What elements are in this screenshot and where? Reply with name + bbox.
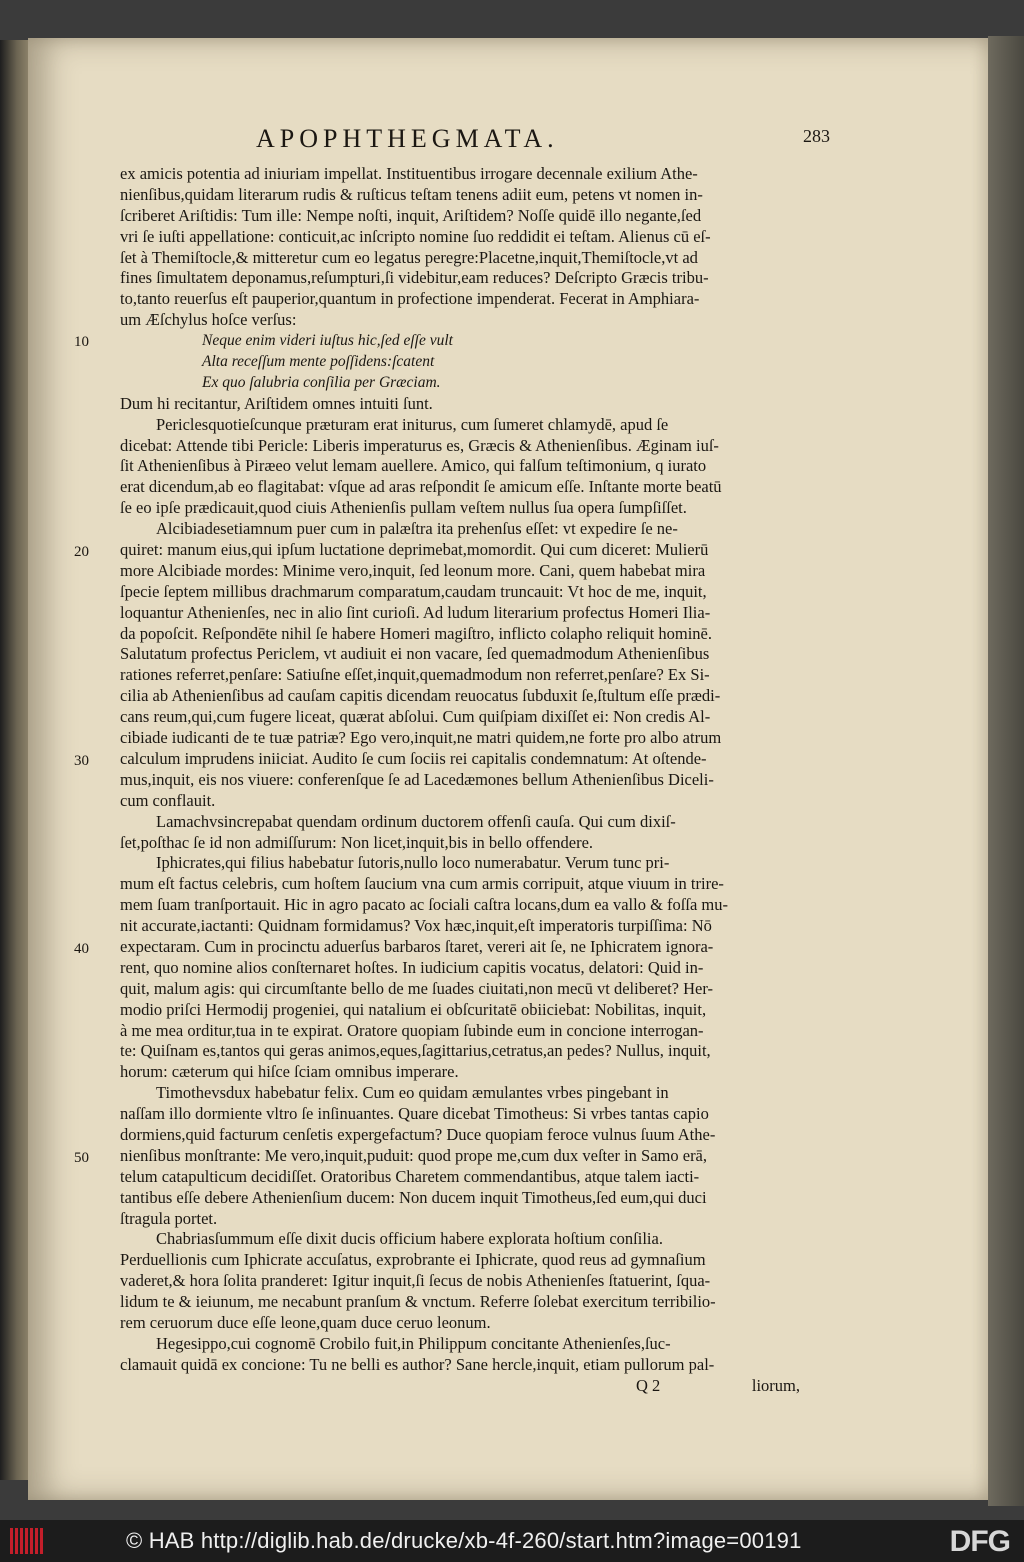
page-stack-edge: [988, 36, 1024, 1506]
text-line: Perduellionis cum Iphicrate accuſatus, exprobrante ei Iphicrate, quod reus ad gymnaſium: [120, 1250, 706, 1270]
margin-line-number: 40: [74, 941, 89, 957]
text-line: Salutatum profectus Periclem, vt audiuit ei non vacare, ſed quemadmodum Athenienſibus: [120, 644, 710, 664]
text-line: lidum te & ieiunum, me necabunt pranſum & vnctum. Referre ſolebat exercitum terribilio-: [120, 1292, 716, 1312]
copyright-url[interactable]: © HAB http://diglib.hab.de/drucke/xb-4f-260/start.htm?image=00191: [126, 1528, 802, 1553]
text-line: telum catapulticum decidiſſet. Oratoribus Charetem commendantibus, atque talem iacti-: [120, 1166, 700, 1186]
text-line: to,tanto reuerſus eſt pauperior,quantum in profectione impenderat. Fecerat in Amphiara-: [120, 289, 700, 309]
text-line: modio priſci Hermodij progeniei, qui natalium ei obſcuritatē obiiciebat: Nobilitas, inquit,: [120, 999, 707, 1019]
text-line: ſpecie ſeptem millibus drachmarum comparatum,caudam truncauit: Vt hoc de me, inquit,: [120, 581, 707, 601]
text-line: Chabriasſummum eſſe dixit ducis officium habere explorata hoſtium conſilia.: [156, 1229, 663, 1249]
text-block: [120, 124, 830, 1398]
text-line: ex amicis potentia ad iniuriam impellat. Instituentibus irrogare decennale exilium Athe-: [120, 164, 698, 183]
text-line: Lamachvsincrepabat quendam ordinum ductorem offenſi cauſa. Qui cum dixiſ-: [156, 811, 676, 831]
left-page-edge: [0, 40, 28, 1480]
text-line: more Alcibiade mordes: Minime vero,inquit, ſed leonum more. Cani, quem habebat mira: [120, 560, 706, 580]
page-header: [120, 124, 830, 164]
text-line: um Æſchylus hoſce verſus:: [120, 310, 297, 330]
text-line: à me mea orditur,tua in te expirat. Oratore quopiam ſubinde eum in concione interrogan-: [120, 1020, 704, 1040]
text-line: ſet,poſthac ſe id non admiſſurum: Non licet,inquit,bis in bello offendere.: [120, 832, 594, 852]
text-line: quiret: manum eius,qui ipſum luctatione deprimebat,momordit. Qui cum diceret: Mulierū: [120, 540, 709, 560]
page-foot: [120, 1376, 800, 1398]
text-line: cibiade iudicanti de te tuæ patriæ? Ego vero,inquit,ne matri quidem,ne forte pro albo atrum: [120, 728, 722, 748]
text-line: dormiens,quid facturum cenſetis expergefactum? Duce quopiam feroce vulnus ſuum Athe-: [120, 1124, 716, 1144]
margin-line-number: 20: [74, 544, 89, 560]
text-line: Dum hi recitantur, Ariſtidem omnes intuiti ſunt.: [120, 393, 433, 413]
running-title: APOPHTHEGMATA.: [256, 124, 559, 153]
text-line: Periclesquotieſcunque præturam erat initurus, cum ſumeret chlamydē, apud ſe: [156, 414, 669, 434]
text-line: ſe eo ipſe prædicauit,quod ciuis Athenienſis pullam veſtem nullus ſua opera ſumpſiſſet.: [120, 498, 687, 518]
text-line: cilia ab Athenienſibus ad cauſam capitis dicendam reuocatus ſubduxit ſe,ſtultum eſſe prædi-: [120, 686, 721, 706]
text-line: da popoſcit. Reſpondēte nihil ſe habere Homeri magiſtro, inflicto colapho reliquit hominē.: [120, 623, 713, 643]
footer-bar: [0, 1520, 1024, 1562]
text-line: Iphicrates,qui filius habebatur ſutoris,nullo loco numerabatur. Verum tunc pri-: [156, 853, 670, 873]
text-line: naſſam illo dormiente vltro ſe inſinuantes. Quare dicebat Timotheus: Si vrbes tantas capio: [120, 1104, 709, 1124]
text-line: mem ſuam tranſportauit. Hic in agro pacato ac ſociali caſtra locans,dum ea vallo & foſſa mu-: [120, 895, 728, 915]
text-line: nienſibus,quidam literarum rudis & ruſticus teſtam tenens adiit eum, petens vt nomen in-: [120, 184, 703, 204]
text-line: te: Quiſnam es,tantos qui geras animos,eques,ſagittarius,cetratus,an pedes? Nullus, inquit,: [120, 1041, 711, 1061]
text-line: tantibus eſſe debere Athenienſium ducem: Non ducem inquit Timotheus,ſed eum,qui duci: [120, 1187, 707, 1207]
text-line: expectaram. Cum in procinctu aduerſus barbaros ſtaret, vereri ait ſe, ne Iphicratem ignora-: [120, 936, 714, 956]
text-line: vaderet,& hora ſolita pranderet: Igitur inquit,ſi ſecus de nobis Athenienſes ſtatuerint, ſqua-: [120, 1271, 711, 1291]
text-line: rem ceruorum duce eſſe leone,quam duce ceruo leonum.: [120, 1312, 491, 1332]
text-line: loquantur Athenienſes, nec in alio ſint curioſi. Ad ludum literarium profectus Homeri Ilia-: [120, 602, 711, 622]
text-line: Hegesippo,cui cognomē Crobilo fuit,in Philippum concitante Athenienſes,ſuc-: [156, 1333, 671, 1353]
verse-line: Neque enim videri iuſtus hic,ſed eſſe vult: [202, 332, 453, 350]
text-line: Timothevsdux habebatur felix. Cum eo quidam æmulantes vrbes pingebant in: [156, 1083, 669, 1103]
text-line: rationes referret,penſare: Satiuſne eſſet,inquit,quemadmodum non referret,penſare? Ex Si-: [120, 665, 710, 685]
dfg-logo: DFG: [949, 1525, 1010, 1558]
text-line: quit, malum agis: qui circumſtante bello de me ſuades ciuitati,non mecū vt deliberet? Her-: [120, 978, 714, 998]
text-line: rent, quo nomine alios conſternaret hoſtes. In iudicium capitis vocatus, delatori: Quid in-: [120, 957, 704, 977]
text-line: fines ſimultatem deponamus,reſumpturi,ſi videbitur,eam reduces? Deſcripto Græcis tribu-: [120, 268, 709, 288]
catchword: liorum,: [751, 1375, 800, 1395]
margin-line-number: 30: [74, 753, 89, 769]
verse-line: Alta receſſum mente poſſidens:ſcatent: [202, 353, 435, 371]
text-line: calculum imprudens iniiciat. Audito ſe cum ſociis rei capitalis condemnatum: At oſtende-: [120, 748, 707, 768]
text-line: vri ſe iuſti appellatione: conticuit,ac inſcripto nomine ſuo reddidit ei teſtam. Alienus cū eſ-: [120, 226, 711, 246]
page-number: 283: [803, 126, 830, 146]
text-line: mus,inquit, eis nos viuere: conferenſque ſe ad Lacedæmones bellum Athenienſibus Diceli-: [120, 769, 714, 789]
book-page: [28, 38, 988, 1500]
text-line: mum eſt factus celebris, cum hoſtem ſaucium vna cum armis corripuit, atque viuum in trire-: [120, 874, 724, 894]
text-line: ſit Athenienſibus à Piræeo velut lemam auellere. Amico, qui falſum teſtimonium, q iurato: [120, 456, 707, 476]
text-line: clamauit quidā ex concione: Tu ne belli es author? Sane hercle,inquit, etiam pullorum pal-: [120, 1354, 715, 1374]
text-line: nienſibus monſtrante: Me vero,inquit,puduit: quod prope me,cum dux veſter in Samo erā,: [120, 1145, 708, 1165]
margin-line-number: 10: [74, 334, 89, 350]
text-line: ſcriberet Ariſtidis: Tum ille: Nempe noſti, inquit, Ariſtidem? Noſſe quidē illo negante,ſed: [120, 205, 702, 225]
text-line: cum conflauit.: [120, 790, 216, 810]
text-line: cans reum,qui,cum fugere liceat, quærat abſolui. Cum quiſpiam dixiſſet ei: Non credis Al-: [120, 707, 711, 727]
margin-line-number: 50: [74, 1150, 89, 1166]
text-line: dicebat: Attende tibi Pericle: Liberis imperaturus es, Græcis & Athenienſibus. Æginam iuſ-: [120, 435, 719, 455]
text-line: ſtragula portet.: [120, 1208, 218, 1228]
text-line: Alcibiadesetiamnum puer cum in palæſtra ita prehenſus eſſet: vt expedire ſe ne-: [156, 519, 678, 539]
signature-mark: Q 2: [636, 1375, 661, 1395]
text-line: erat dicendum,ab eo flagitabat: vſque ad aras reſpondit ſe amicum eſſe. Inſtante morte beatū: [120, 477, 722, 497]
body-text: [120, 164, 800, 1376]
text-line: nit accurate,iactanti: Quidnam formidamus? Vox hæc,inquit,eſt imperatoris turpiſſima: Nō: [120, 916, 712, 936]
hab-logo-icon: [10, 1528, 44, 1554]
text-line: horum: cæterum qui hiſce ſciam omnibus imperare.: [120, 1062, 459, 1082]
text-line: ſet à Themiſtocle,& mitteretur cum eo legatus peregre:Placetne,inquit,Themiſtocle,vt ad: [120, 247, 698, 267]
verse-line: Ex quo ſalubria conſilia per Græciam.: [202, 373, 441, 391]
